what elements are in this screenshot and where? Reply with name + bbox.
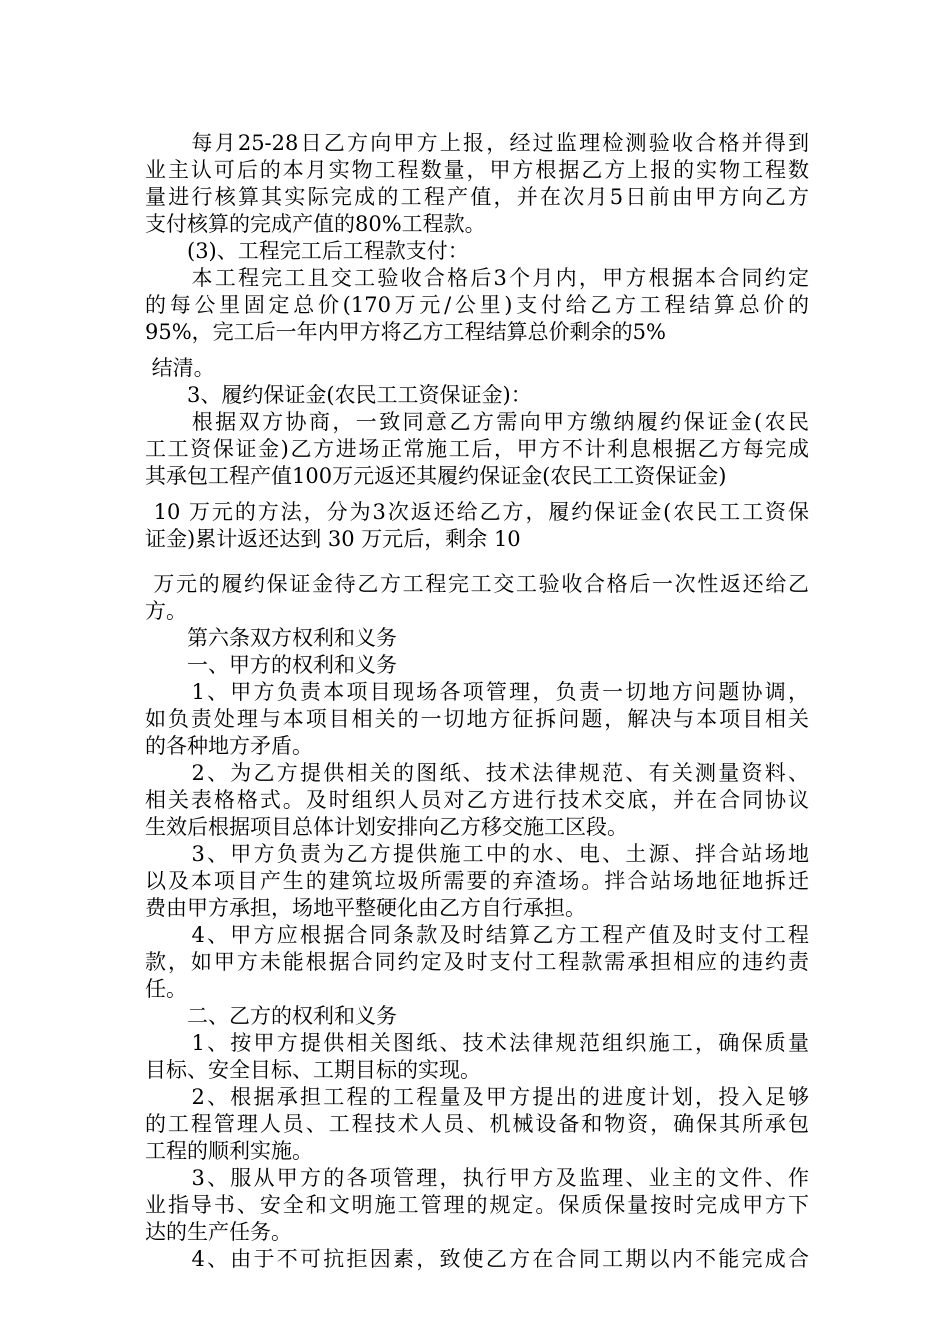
text-line: 目标、安全目标、工期目标的实现。 <box>145 1058 481 1082</box>
text-line: 任。 <box>145 977 187 1001</box>
text-line: (3)、工程完工后工程款支付： <box>145 239 469 263</box>
text-line: 一、甲方的权利和义务 <box>145 653 397 677</box>
text-line: 3、履约保证金(农民工工资保证金)： <box>145 383 532 407</box>
text-line: 根据双方协商，一致同意乙方需向甲方缴纳履约保证金(农民 <box>145 410 809 434</box>
text-line: 2、为乙方提供相关的图纸、技术法律规范、有关测量资料、 <box>145 761 809 785</box>
text-line: 本工程完工且交工验收合格后3个月内，甲方根据本合同约定 <box>145 266 809 290</box>
text-line: 量进行核算其实际完成的工程产值，并在次月5日前由甲方向乙方 <box>145 185 809 209</box>
text-line: 第六条双方权利和义务 <box>145 626 397 650</box>
text-line: 的工程管理人员、工程技术人员、机械设备和物资，确保其所承包 <box>145 1112 809 1136</box>
text-line: 工工资保证金)乙方进场正常施工后，甲方不计利息根据乙方每完成 <box>145 437 809 461</box>
text-line: 1、甲方负责本项目现场各项管理，负责一切地方问题协调， <box>145 680 809 704</box>
text-line: 结清。 <box>145 356 215 380</box>
text-line: 3、甲方负责为乙方提供施工中的水、电、土源、拌合站场地 <box>145 842 809 866</box>
text-line: 4、由于不可抗拒因素，致使乙方在合同工期以内不能完成合 <box>145 1247 809 1271</box>
text-line: 支付核算的完成产值的80%工程款。 <box>145 212 486 236</box>
text-line: 相关表格格式。及时组织人员对乙方进行技术交底，并在合同协议 <box>145 788 809 812</box>
text-line: 方。 <box>145 599 187 623</box>
text-line: 生效后根据项目总体计划安排向乙方移交施工区段。 <box>145 815 628 839</box>
text-line: 95%，完工后一年内甲方将乙方工程结算总价剩余的5% <box>145 320 666 344</box>
text-line: 二、乙方的权利和义务 <box>145 1004 397 1028</box>
text-line: 业主认可后的本月实物工程数量，甲方根据乙方上报的实物工程数 <box>145 158 809 182</box>
text-line: 2、根据承担工程的工程量及甲方提出的进度计划，投入足够 <box>145 1085 809 1109</box>
text-line: 的各种地方矛盾。 <box>145 734 313 758</box>
text-line: 每月25-28日乙方向甲方上报，经过监理检测验收合格并得到 <box>145 131 809 155</box>
text-line: 以及本项目产生的建筑垃圾所需要的弃渣场。拌合站场地征地拆迁 <box>145 869 809 893</box>
text-line: 的每公里固定总价(170万元/公里)支付给乙方工程结算总价的 <box>145 293 809 317</box>
text-line: 业指导书、安全和文明施工管理的规定。保质保量按时完成甲方下 <box>145 1193 809 1217</box>
text-line: 证金)累计返还达到 30 万元后，剩余 10 <box>145 527 521 551</box>
text-line: 4、甲方应根据合同条款及时结算乙方工程产值及时支付工程 <box>145 923 809 947</box>
text-line: 款，如甲方未能根据合同约定及时支付工程款需承担相应的违约责 <box>145 950 809 974</box>
text-line: 1、按甲方提供相关图纸、技术法律规范组织施工，确保质量 <box>145 1031 809 1055</box>
text-line: 费由甲方承担，场地平整硬化由乙方自行承担。 <box>145 896 586 920</box>
text-line: 工程的顺利实施。 <box>145 1139 313 1163</box>
text-line: 3、服从甲方的各项管理，执行甲方及监理、业主的文件、作 <box>145 1166 809 1190</box>
text-line: 10 万元的方法，分为3次返还给乙方，履约保证金(农民工工资保 <box>145 500 809 524</box>
text-line: 达的生产任务。 <box>145 1220 292 1244</box>
text-line: 其承包工程产值100万元返还其履约保证金(农民工工资保证金) <box>145 464 727 488</box>
text-line: 如负责处理与本项目相关的一切地方征拆问题，解决与本项目相关 <box>145 707 809 731</box>
text-line: 万元的履约保证金待乙方工程完工交工验收合格后一次性返还给乙 <box>145 572 809 596</box>
